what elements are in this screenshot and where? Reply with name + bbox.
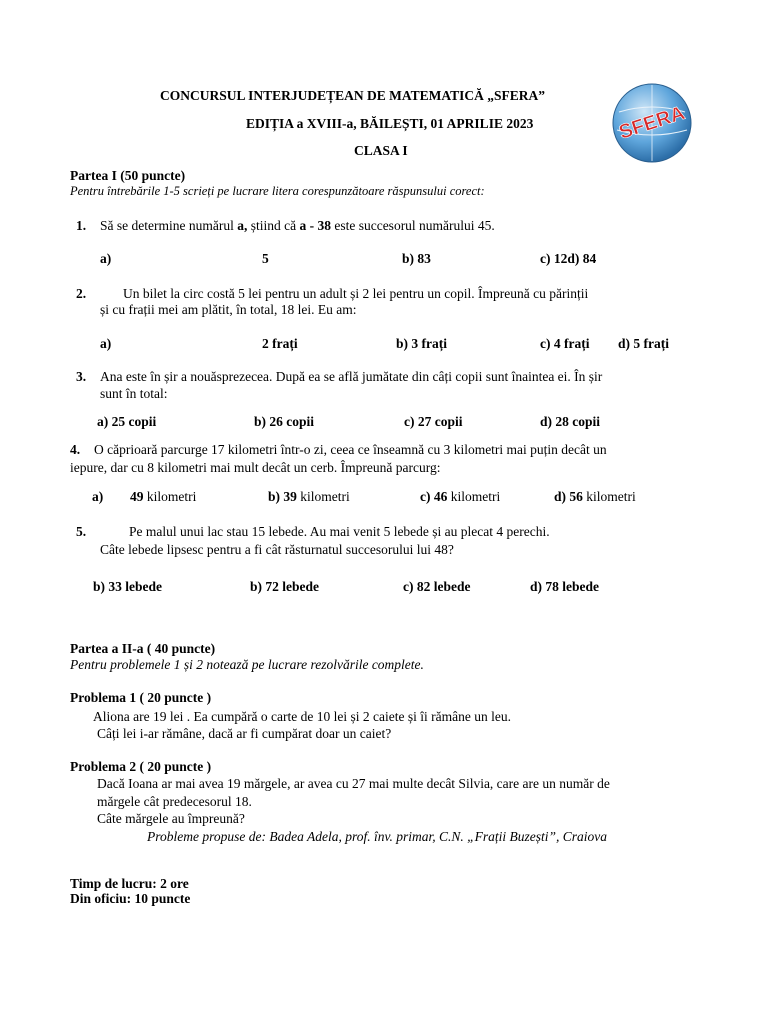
- q3-option-d: d) 28 copii: [540, 414, 601, 429]
- q3-number: 3.: [76, 369, 87, 384]
- q4-number: 4.: [70, 442, 81, 457]
- q2-option-a-value: 2 frați: [262, 336, 298, 351]
- q5-option-b: b) 72 lebede: [250, 579, 319, 594]
- q3-line2: sunt în total:: [100, 386, 168, 401]
- q2-option-c: c) 4 frați: [540, 336, 590, 351]
- q5-option-a: b) 33 lebede: [93, 579, 162, 594]
- q5-line2: Câte lebede lipsesc pentru a fi cât răsturnatul succesorului lui 48?: [100, 542, 454, 557]
- logo-text: SFERA: [616, 102, 688, 144]
- q1-number: 1.: [76, 218, 87, 233]
- problem2-line3: Câte mărgele au împreună?: [97, 811, 245, 826]
- problem2-heading: Problema 2 ( 20 puncte ): [70, 759, 212, 774]
- problem2-line1: Dacă Ioana ar mai avea 19 mărgele, ar avea cu 27 mai multe decât Silvia, care are un număr de: [97, 776, 610, 791]
- q2-line2: și cu frații mei am plătit, în total, 18 lei. Eu am:: [100, 302, 357, 317]
- q4-line2: iepure, dar cu 8 kilometri mai mult decât un cerb. Împreună parcurg:: [70, 460, 441, 475]
- q4-option-a: 49 kilometri: [130, 489, 197, 504]
- q1-option-cd: c) 12d) 84: [540, 251, 597, 266]
- q5-line1: Pe malul unui lac stau 15 lebede. Au mai venit 5 lebede și au plecat 4 perechi.: [129, 524, 550, 539]
- contest-title: CONCURSUL INTERJUDEȚEAN DE MATEMATICĂ „SFERA”: [160, 88, 546, 103]
- problem1-line2: Câți lei i-ar rămâne, dacă ar fi cumpărat doar un caiet?: [97, 726, 392, 741]
- part2-instruction: Pentru problemele 1 și 2 notează pe lucrare rezolvările complete.: [70, 657, 424, 672]
- part2-heading: Partea a II-a ( 40 puncte): [70, 641, 216, 656]
- q3-option-b: b) 26 copii: [254, 414, 315, 429]
- q4-option-b: b) 39 kilometri: [268, 489, 350, 504]
- time-limit: Timp de lucru: 2 ore: [70, 876, 189, 891]
- problem1-line1: Aliona are 19 lei . Ea cumpără o carte de 10 lei și 2 caiete și îi rămâne un leu.: [93, 709, 511, 724]
- edition-line: EDIȚIA a XVIII-a, BĂILEȘTI, 01 APRILIE 2023: [246, 116, 534, 131]
- q3-option-c: c) 27 copii: [404, 414, 463, 429]
- q4-line1: O căprioară parcurge 17 kilometri într-o zi, ceea ce înseamnă cu 3 kilometri mai puțin decât un: [94, 442, 607, 457]
- q1-option-a-label: a): [100, 251, 112, 266]
- q5-number: 5.: [76, 524, 87, 539]
- q4-option-a-label: a): [92, 489, 104, 504]
- q5-option-c: c) 82 lebede: [403, 579, 471, 594]
- q3-option-a: a) 25 copii: [97, 414, 157, 429]
- q3-line1: Ana este în șir a nouăsprezecea. După ea se află jumătate din câți copii sunt înaintea ei. În șir: [100, 369, 603, 384]
- office-points: Din oficiu: 10 puncte: [70, 891, 191, 906]
- sfera-logo: [611, 82, 693, 164]
- q1-option-b: b) 83: [402, 251, 431, 266]
- part1-heading: Partea I (50 puncte): [70, 168, 186, 183]
- grade-line: CLASA I: [354, 143, 408, 158]
- q2-number: 2.: [76, 286, 87, 301]
- q5-option-d: d) 78 lebede: [530, 579, 599, 594]
- q2-option-a-label: a): [100, 336, 112, 351]
- q4-option-d: d) 56 kilometri: [554, 489, 636, 504]
- q1-option-a-value: 5: [262, 251, 269, 266]
- problem1-heading: Problema 1 ( 20 puncte ): [70, 690, 212, 705]
- part1-instruction: Pentru întrebările 1-5 scrieți pe lucrare litera corespunzătoare răspunsului corect:: [70, 184, 485, 198]
- q1-text: Să se determine numărul a, știind că a - 38 este succesorul numărului 45.: [100, 218, 495, 233]
- authors-credit: Probleme propuse de: Badea Adela, prof. înv. primar, C.N. „Frații Buzești”, Craiova: [147, 829, 607, 844]
- q2-line1: Un bilet la circ costă 5 lei pentru un adult și 2 lei pentru un copil. Împreună cu părinții: [123, 286, 589, 301]
- problem2-line2: mărgele cât predecesorul 18.: [97, 794, 252, 809]
- q4-option-c: c) 46 kilometri: [420, 489, 501, 504]
- q2-option-b: b) 3 frați: [396, 336, 447, 351]
- q2-option-d: d) 5 frați: [618, 336, 669, 351]
